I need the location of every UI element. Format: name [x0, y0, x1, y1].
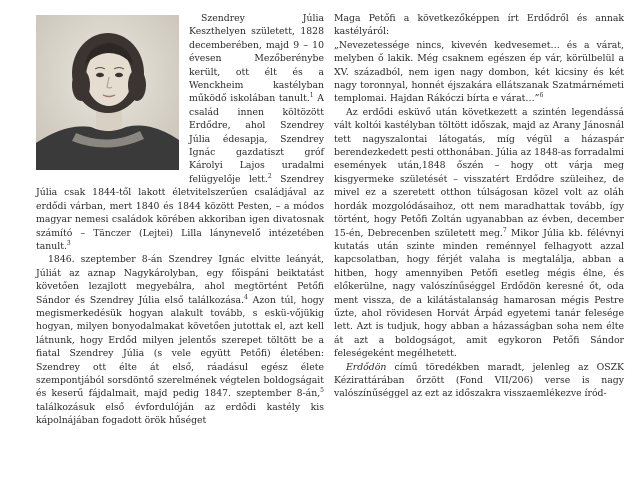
- footnote-ref-4: 4: [244, 293, 248, 301]
- left-paragraph-2: [36, 253, 324, 427]
- paragraph-text: Szendrey Júlia csak 1844-től lakott életvitelszerűen családjával az erdődi várban, mert 1840 és 1844 között Pesten, – a módos magyar nemesi családok körében akkoriban igen divatosnak számító – Tänczer (Lejtei) Lilla lánynevelő intézetében tanult.: [36, 173, 324, 252]
- footnote-ref-2: 2: [267, 172, 272, 180]
- right-column: [334, 12, 624, 401]
- poem-title: Erdődön: [346, 361, 387, 373]
- intro-text: Szendrey Júlia Keszthelyen született, 1828 decemberében, majd 9 – 10 évesen Mezőberénybe került, ott élt és a Wenckheim kastélyban működő iskolában tanult.: [189, 13, 324, 105]
- paragraph-text: Mikor Júlia kb. félévnyi kutatás után szinte minden reménnyel felhagyott azzal kapcsolatban, hogy férjét valaha is megtalálja, abban a hitben, hogy amennyiben Petőfi esetleg mégis élne, és előkerülne, nagy valószínűséggel Erdődön keresné őt, oda ment vissza, de a kilátástalanság hamarosan mégis Pestre űzte, ahol rövidesen Horvát Árpád egyetemi tanár felesége lett. Azt is tudjuk, hogy abban a házasságban soha nem élte át azt a boldogságot, amit egykoron Petőfi Sándor feleségeként megélhetett.: [334, 227, 624, 360]
- left-column: [36, 12, 324, 428]
- footnote-ref-6: 6: [539, 92, 544, 100]
- quote-text: „Nevezetessége nincs, kivevén kedvesemet… és a várat, melyben ő lakik. Még csaknem egészen ép vár, körülbelül a XV. századból, nem igen nagy dombon, két kicsiny és két nagy toronnyal, honnét éjszakára ellátszanak Szatmárnémeti templomai. Hajdan Rákóczi bírta e várat…”: [334, 39, 624, 105]
- portrait-image: [36, 15, 179, 170]
- paragraph-text: 1846. szeptember 8-án Szendrey Ignác elvitte leányát, Júliát az aznap Nagykárolyban, egy főispáni beiktatást követően lezajlott megyebálra, ahol megtörtént Petőfi Sándor és Szendrey Júlia első találkozása.: [36, 254, 324, 306]
- footnote-ref-7: 7: [502, 226, 507, 234]
- right-paragraph-3: [334, 361, 624, 401]
- paragraph-text: A család innen költözött Erdődre, ahol Szendrey Júlia édesapja, Szendrey Ignác gazdatiszt gróf Károlyi Lajos uradalmi felügyelője lett.: [189, 93, 324, 185]
- footnote-ref-3: 3: [66, 239, 71, 247]
- right-paragraph-1: [334, 12, 624, 39]
- paragraph-text: találkozásuk első évfordulóján az erdődi kastély kis kápolnájában fogadott örök hűséget: [36, 401, 324, 427]
- paragraph-text: Maga Petőfi a következőképpen írt Erdődről és annak kastélyáról:: [334, 13, 624, 38]
- right-paragraph-2: [334, 106, 624, 361]
- portrait-drawing: [36, 15, 179, 170]
- footnote-ref-5: 5: [320, 387, 324, 395]
- footnote-ref-1: 1: [309, 92, 314, 100]
- paragraph-text: Azon túl, hogy megismerkedésük hogyan alakult tovább, s eskü-vőjükig hogyan, milyen bonyodalmakat követően jutottak el, azt kell látnunk, hogy Erdőd milyen jelentős szerepet töltött be a fiatal Szendrey Júlia (s vele együtt Petőfi) életében: Szendrey ott élte át első, ráadásul egész élete szempontjából sorsdöntő szerelmének végtelen boldogságait és keserű fájdalmait, majd pedig 1847. szeptember 8-án,: [36, 294, 324, 400]
- paragraph-text: Az erdődi esküvő után következett a szintén legendássá vált koltói kastélyban töltött időszak, majd az Arany Jánosnál tett nagyszalontai látogatás, míg végül a házaspár berendezkedett pesti otthonában. Júlia az 1848-as forradalmi események után,1848 őszén – hogy ott várja meg kisgyermeke születését – visszatért Erdődre szüleihez, de mivel ez a szeretett otthon túlságosan közel volt az oláh hordák mozgolódásaihoz, ott nem maradhattak tovább, így történt, hogy Petőfi Zoltán ugyanabban az évben, december 15-én, Debrecenben született meg.: [334, 106, 624, 239]
- petofi-quote: [334, 39, 624, 106]
- paragraph-text: című töredékben maradt, jelenleg az OSZK Kézirattárában őrzött (Fond VII/206) verse is nagy valószínűséggel az ezt az időszakra visszaemlékezve íród-: [334, 361, 624, 400]
